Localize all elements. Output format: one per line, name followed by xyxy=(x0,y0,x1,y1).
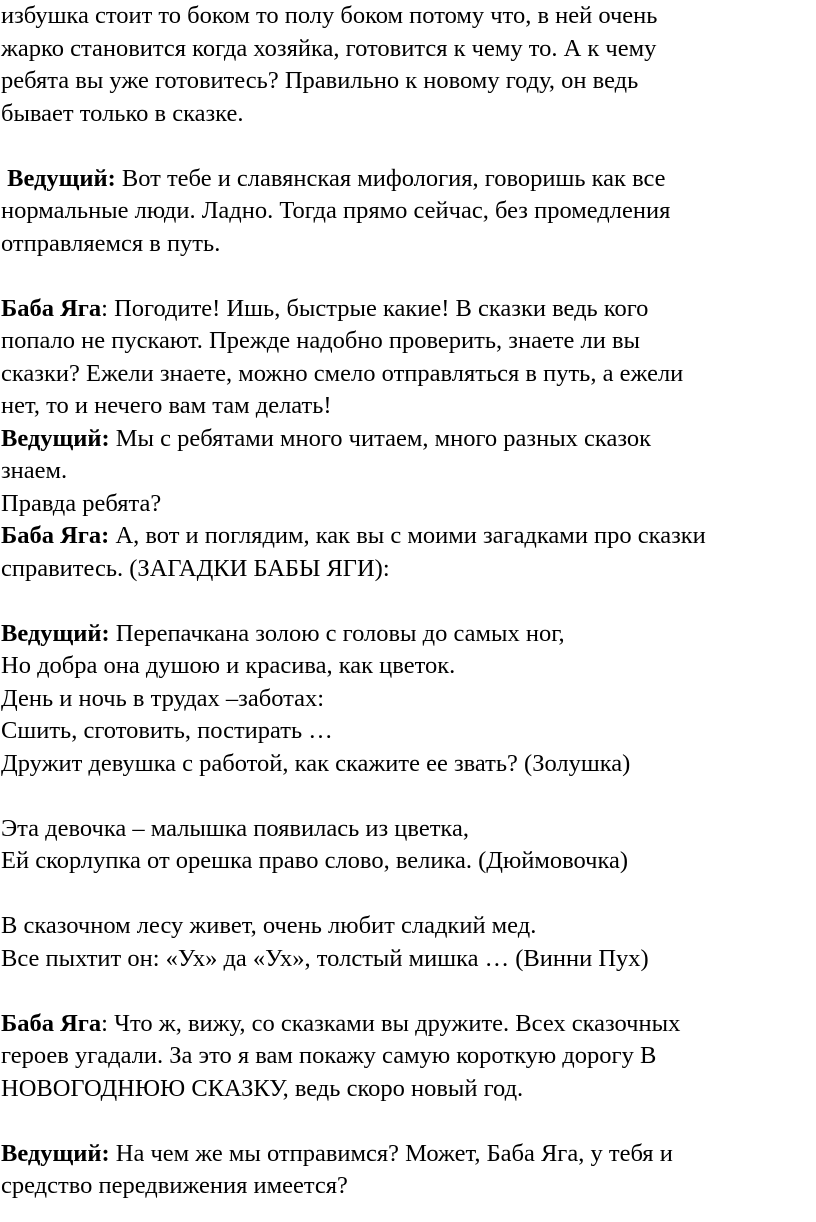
text-line: сказки? Ежели знаете, можно смело отправляться в путь, а ежели xyxy=(1,359,684,387)
paragraph-intro xyxy=(1,0,813,130)
text-line: жарко становится когда хозяйка, готовится к чему то. А к чему xyxy=(1,34,657,62)
speaker-label: Баба Яга: xyxy=(1,522,110,549)
text-line: НОВОГОДНЮЮ СКАЗКУ, ведь скоро новый год. xyxy=(1,1074,524,1102)
dialogue-text: Перепачкана золою с головы до самых ног, xyxy=(109,619,565,647)
paragraph-spacer xyxy=(1,878,813,911)
speaker-label: Ведущий: xyxy=(1,424,110,452)
paragraph-baba-yaga-1 xyxy=(1,293,813,423)
paragraph-host-3 xyxy=(1,1138,813,1203)
text-line: нормальные люди. Ладно. Тогда прямо сейчас, без промедления xyxy=(1,197,671,224)
dialogue-text: Вот тебе и славянская мифология, говоришь как все xyxy=(115,164,666,192)
text-line: отправляемся в путь. xyxy=(1,229,221,257)
paragraph-spacer xyxy=(1,130,813,163)
text-line: Правда ребята? xyxy=(1,489,162,517)
text-line: Все пыхтит он: «Ух» да «Ух», толстый мишка … (Винни Пух) xyxy=(1,944,649,972)
text-line: День и ночь в трудах –заботах: xyxy=(1,684,325,712)
text-line xyxy=(1,1008,813,1041)
paragraph-host-2 xyxy=(1,423,813,521)
document-page xyxy=(1,0,813,1222)
speaker-label: Баба Яга xyxy=(1,294,102,322)
text-line: В сказочном лесу живет, очень любит сладкий мед. xyxy=(1,912,537,939)
paragraph-spacer xyxy=(1,780,813,813)
text-line xyxy=(1,293,813,326)
text-line xyxy=(1,163,813,196)
speaker-label: Баба Яга xyxy=(1,1009,102,1037)
dialogue-text: : Погодите! Ишь, быстрые какие! В сказки ведь кого xyxy=(101,294,649,322)
text-line: знаем. xyxy=(1,457,68,484)
paragraph-baba-yaga-3 xyxy=(1,1008,813,1106)
text-line: героев угадали. За это я вам покажу самую короткую дорогу В xyxy=(1,1042,657,1069)
dialogue-text: На чем же мы отправимся? Может, Баба Яга, у тебя и xyxy=(109,1139,673,1167)
paragraph-host-1 xyxy=(1,163,813,261)
text-line xyxy=(1,618,813,651)
text-line xyxy=(1,1138,813,1171)
speaker-label: Ведущий: xyxy=(7,164,116,192)
paragraph-spacer xyxy=(1,260,813,293)
paragraph-spacer xyxy=(1,975,813,1008)
text-line: Но добра она душою и красива, как цветок. xyxy=(1,652,456,679)
text-line: ребята вы уже готовитесь? Правильно к новому году, он ведь xyxy=(1,67,639,94)
paragraph-riddle-winnie xyxy=(1,910,813,975)
text-line: бывает только в сказке. xyxy=(1,99,244,127)
text-line: справитесь. (ЗАГАДКИ БАБЫ ЯГИ): xyxy=(1,554,390,582)
text-line: Эта девочка – малышка появилась из цветка, xyxy=(1,814,469,842)
text-line: избушка стоит то боком то полу боком потому что, в ней очень xyxy=(1,2,658,29)
text-line: попало не пускают. Прежде надобно проверить, знаете ли вы xyxy=(1,327,641,354)
paragraph-spacer xyxy=(1,1105,813,1138)
paragraph-riddle-thumbelina xyxy=(1,813,813,878)
text-line xyxy=(1,520,813,553)
text-line: средство передвижения имеется? xyxy=(1,1172,348,1199)
text-line: Дружит девушка с работой, как скажите ее звать? (Золушка) xyxy=(1,749,631,777)
dialogue-text: Мы с ребятами много читаем, много разных сказок xyxy=(109,424,652,452)
text-line: Сшить, сготовить, постирать … xyxy=(1,717,333,744)
paragraph-riddle-cinderella xyxy=(1,618,813,781)
speaker-label: Ведущий: xyxy=(1,1139,110,1167)
dialogue-text: : Что ж, вижу, со сказками вы дружите. Всех сказочных xyxy=(101,1009,681,1037)
text-line xyxy=(1,423,813,456)
dialogue-text: А, вот и поглядим, как вы с моими загадками про сказки xyxy=(109,522,706,549)
text-line: Ей скорлупка от орешка право слово, велика. (Дюймовочка) xyxy=(1,847,629,874)
paragraph-baba-yaga-2 xyxy=(1,520,813,585)
paragraph-spacer xyxy=(1,585,813,618)
speaker-label: Ведущий: xyxy=(1,619,110,647)
text-line: нет, то и нечего вам там делать! xyxy=(1,392,332,419)
